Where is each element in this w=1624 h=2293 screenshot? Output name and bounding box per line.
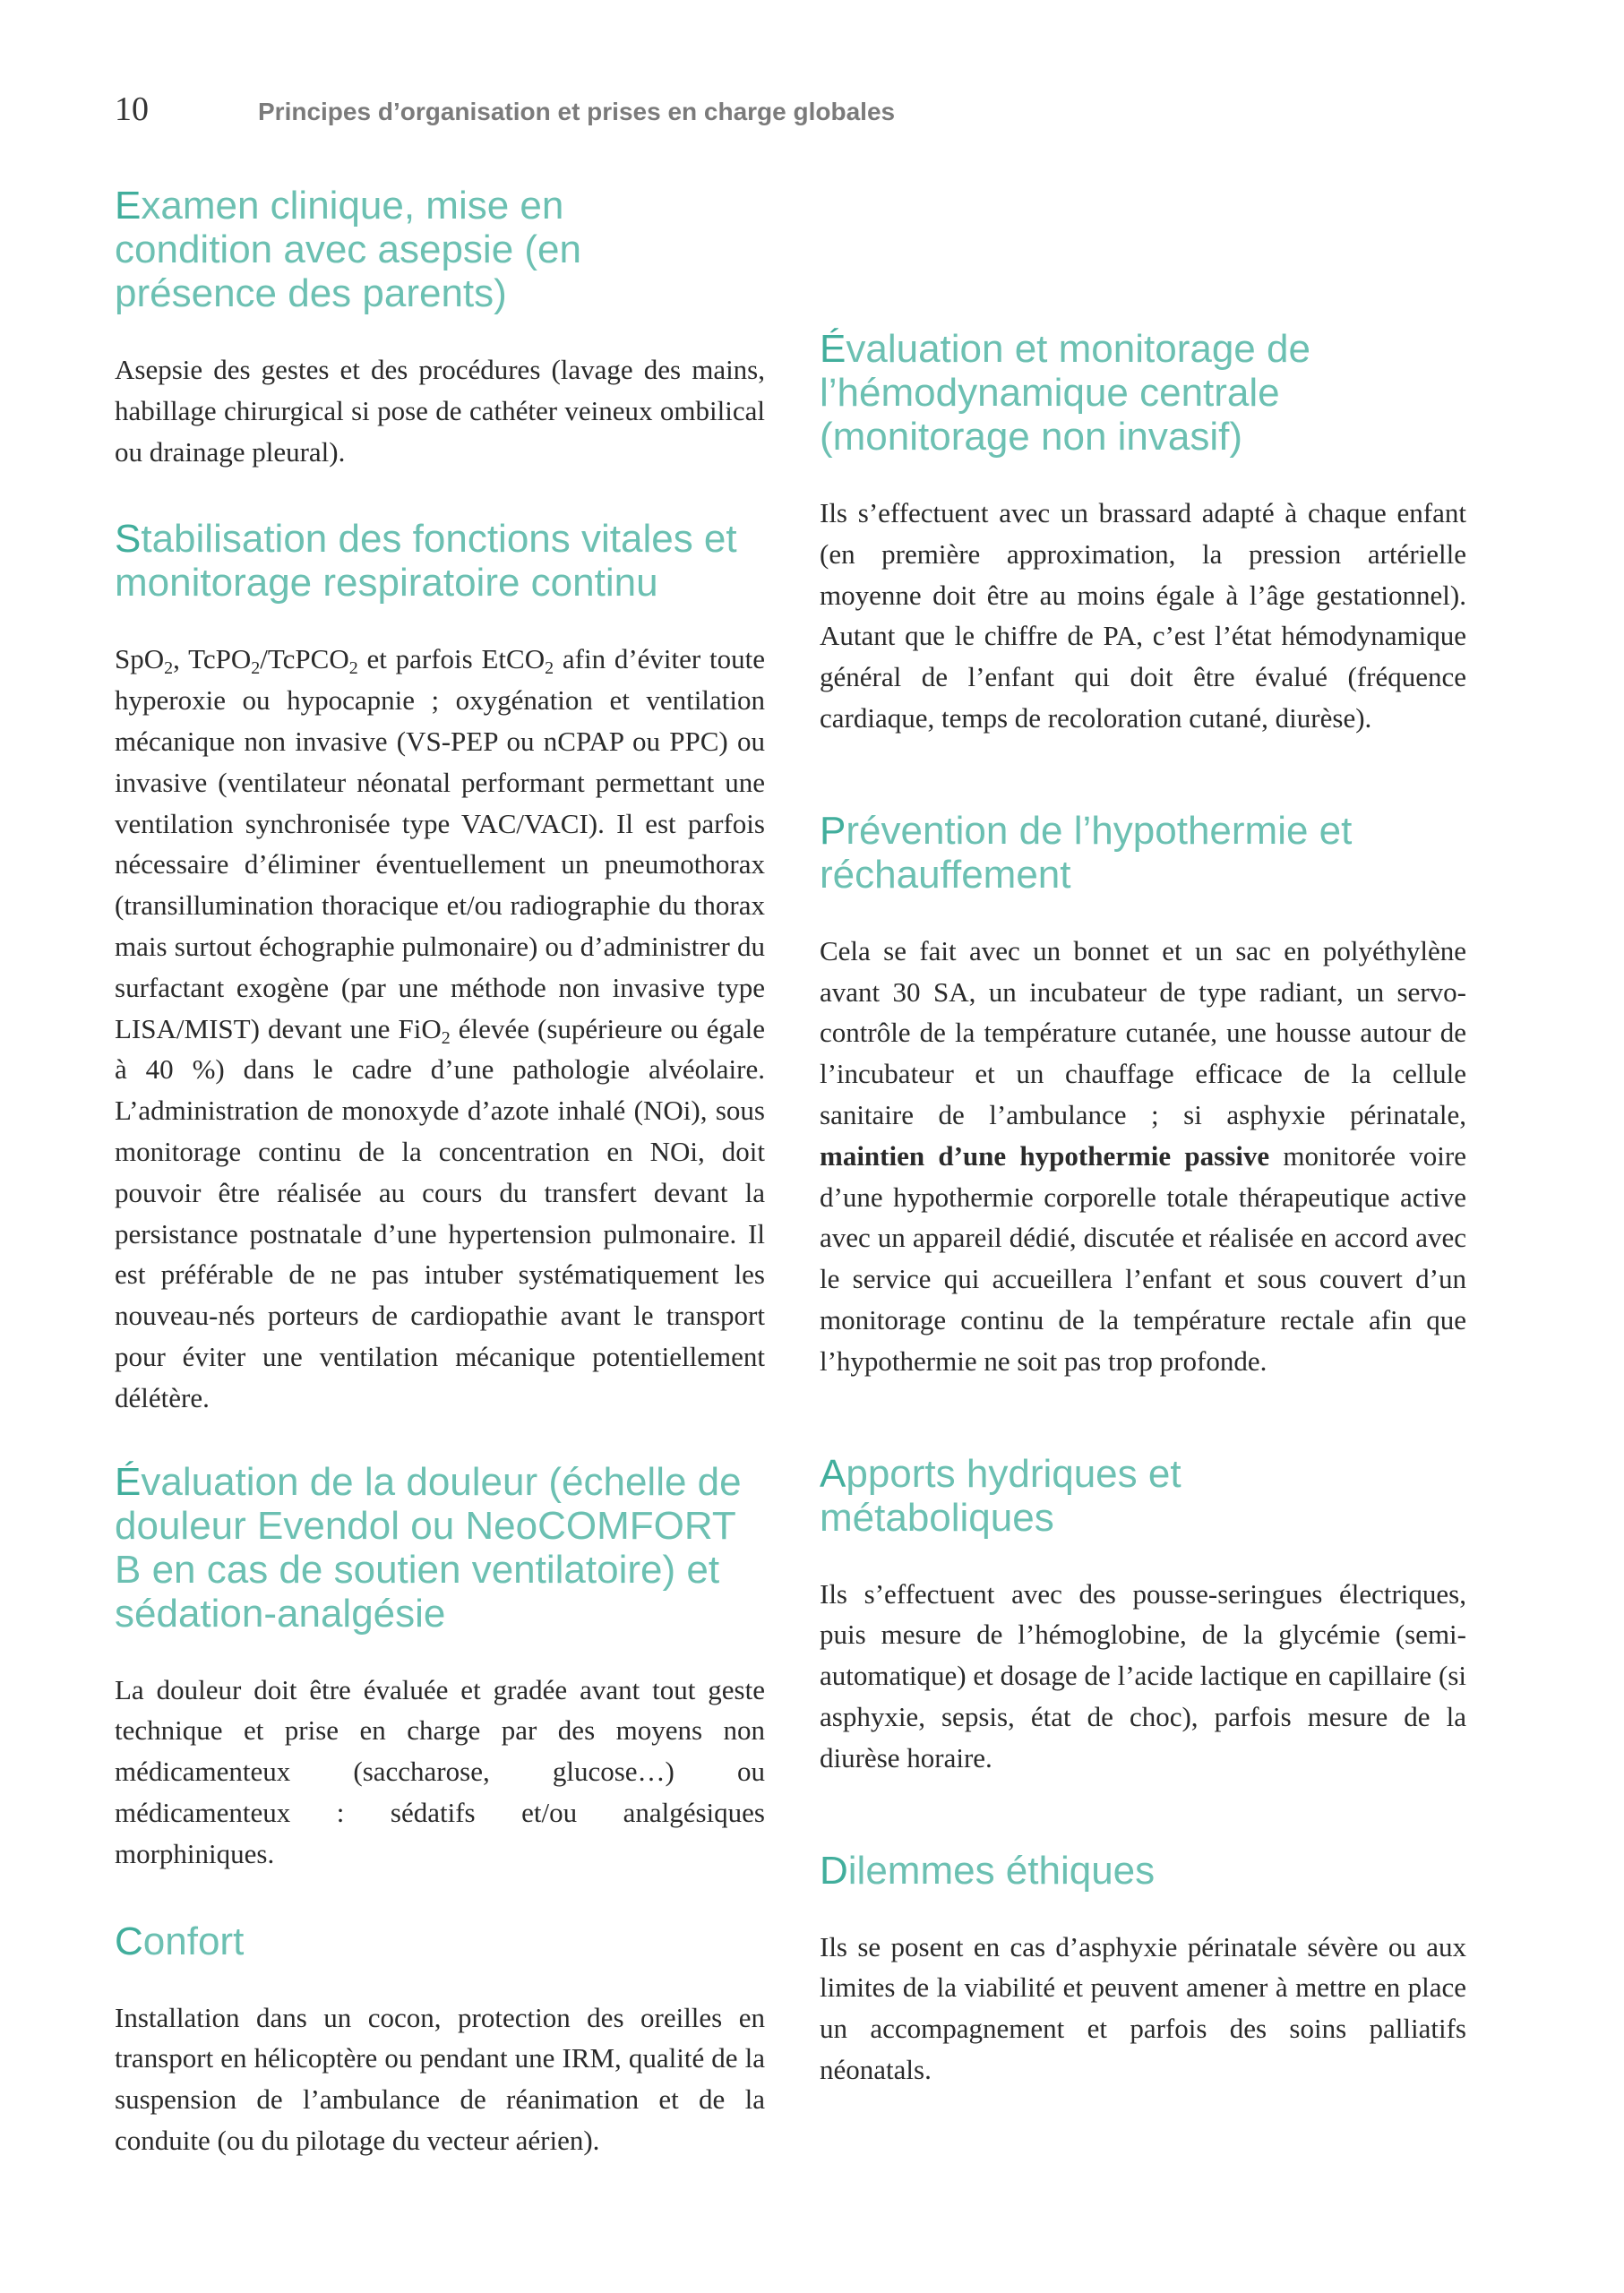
text-tcpco: /TcPCO: [260, 643, 349, 675]
subscript: 2: [164, 658, 174, 679]
section-douleur: [115, 1460, 765, 1875]
section-heading: [115, 184, 652, 315]
page-number: 10: [115, 90, 149, 128]
left-column: [115, 184, 765, 2161]
heading-initial: P: [820, 808, 846, 853]
section-confort: [115, 1919, 765, 2161]
subscript: 2: [441, 1027, 451, 1048]
heading-initial: É: [820, 327, 846, 371]
heading-initial: S: [115, 517, 142, 562]
subscript: 2: [545, 658, 554, 679]
text-spo: SpO: [115, 643, 165, 675]
heading-text: tabilisation des fonctions vitales et monitorage respiratoire continu: [115, 517, 737, 605]
heading-text: ilemmes éthiques: [847, 1848, 1156, 1893]
section-examen: [115, 184, 765, 472]
section-body: La douleur doit être évaluée et gradée avant tout geste technique et prise en charge par des moyens non médicamenteux (saccharose, glucose…) ou médicamenteux : sédatifs et/ou analgésiques morphiniques.: [115, 1673, 765, 1869]
body-bold-text: maintien d’une hypothermie passive: [820, 1139, 1270, 1172]
section-hypothermie: [820, 809, 1466, 1382]
section-hemodynamique: [820, 327, 1466, 739]
section-heading: [820, 1452, 1196, 1540]
running-header: [115, 90, 895, 134]
section-stabilisation: [115, 517, 765, 1418]
section-dilemmes: [820, 1849, 1466, 2091]
body-text: Cela se fait avec un bonnet et un sac en polyéthylène avant 30 SA, un incubateur de type radiant, un servo-contrôle de la température cutanée, une housse autour de l’incubateur et un chauffage efficace de la cellule sanitaire de l’ambulance ; si asphyxie périnatale,: [820, 934, 1466, 1130]
heading-text: xamen clinique, mise en condition avec asepsie (en présence des parents): [115, 184, 581, 315]
text-afin: afin d’éviter toute hyperoxie ou hypocapnie ; oxygénation et ventilation mécanique non invasive (VS-PEP ou nCPAP ou PPC) ou invasive (ventilateur néonatal performant permettant une ventilation synchronisée type VAC/VACI). Il est parfois nécessaire d’éliminer éventuellement un pneumothorax (transillumination thoracique et/ou radiographie du thorax mais surtout échographie pulmonaire) ou d’administrer du surfactant exogène (par une méthode non invasive type LISA/MIST) devant une FiO: [115, 643, 765, 1044]
subscript: 2: [251, 658, 261, 679]
text-etco: et parfois EtCO: [357, 643, 546, 675]
section-body: [820, 931, 1466, 1382]
heading-text: révention de l’hypothermie et réchauffement: [820, 808, 1353, 897]
text-tcpo: , TcPO: [173, 643, 252, 675]
section-body: Ils s’effectuent avec un brassard adapté à chaque enfant (en première approximation, la pression artérielle moyenne doit être au moins égale à l’âge gestationnel). Autant que le chiffre de PA, c’est l’état hémodynamique général de l’enfant qui doit être évalué (fréquence cardiaque, temps de recoloration cutané, diurèse).: [820, 497, 1466, 734]
running-header-title: Principes d’organisation et prises en charge globales: [258, 98, 896, 125]
section-heading: [115, 1919, 765, 1963]
subscript: 2: [348, 658, 358, 679]
section-body: Installation dans un cocon, protection des oreilles en transport en hélicoptère ou pendant une IRM, qualité de la suspension de l’ambulance de réanimation et de la conduite (ou du pilotage du vecteur aérien).: [115, 2001, 765, 2156]
heading-initial: D: [820, 1848, 848, 1893]
section-heading: [820, 1849, 1466, 1893]
section-body: [115, 639, 765, 1418]
section-heading: [115, 1460, 765, 1636]
right-column: [820, 184, 1466, 2091]
section-heading: [820, 327, 1466, 459]
text-rest: élevée (supérieure ou égale à 40 %) dans le cadre d’une pathologie alvéolaire. L’administration de monoxyde d’azote inhalé (NOi), sous monitorage continu de la concentration en NOi, doit pouvoir être réalisée au cours du transfert devant la persistance postnatale d’une hypertension pulmonaire. Il est préférable de ne pas intuber systématiquement les nouveau-nés porteurs de cardiopathie avant le transport pour éviter une ventilation mécanique potentiellement délétère.: [115, 1012, 765, 1413]
section-apports: [820, 1452, 1466, 1779]
section-body: Ils se posent en cas d’asphyxie périnatale sévère ou aux limites de la viabilité et peuvent amener à mettre en place un accompagnement et parfois des soins palliatifs néonatals.: [820, 1930, 1466, 2085]
heading-initial: C: [115, 1919, 143, 1963]
heading-text: pports hydriques et métaboliques: [820, 1451, 1181, 1540]
section-heading: [820, 809, 1375, 897]
heading-initial: A: [820, 1451, 846, 1496]
heading-text: onfort: [142, 1919, 245, 1963]
section-body: Asepsie des gestes et des procédures (lavage des mains, habillage chirurgical si pose de cathéter veineux ombilical ou drainage pleural).: [115, 354, 765, 468]
body-text: monitorée voire d’une hypothermie corporelle totale thérapeutique active avec un appareil dédié, discutée et réalisée en accord avec le service qui accueillera l’enfant et sous couvert d’un monitorage continu de la température rectale afin que l’hypothermie ne soit pas trop profonde.: [820, 1139, 1466, 1377]
heading-initial: E: [115, 184, 142, 228]
section-body: Ils s’effectuent avec des pousse-seringues électriques, puis mesure de l’hémoglobine, de la glycémie (semi-automatique) et dosage de l’acide lactique en capillaire (si asphyxie, sepsis, état de choc), parfois mesure de la diurèse horaire.: [820, 1577, 1466, 1773]
heading-initial: É: [115, 1459, 142, 1504]
section-heading: [115, 517, 765, 605]
heading-text: valuation et monitorage de l’hémodynamique centrale (monitorage non invasif): [820, 327, 1310, 459]
heading-text: valuation de la douleur (échelle de douleur Evendol ou NeoCOMFORT B en cas de soutien ventilatoire) et sédation-analgésie: [115, 1459, 742, 1636]
